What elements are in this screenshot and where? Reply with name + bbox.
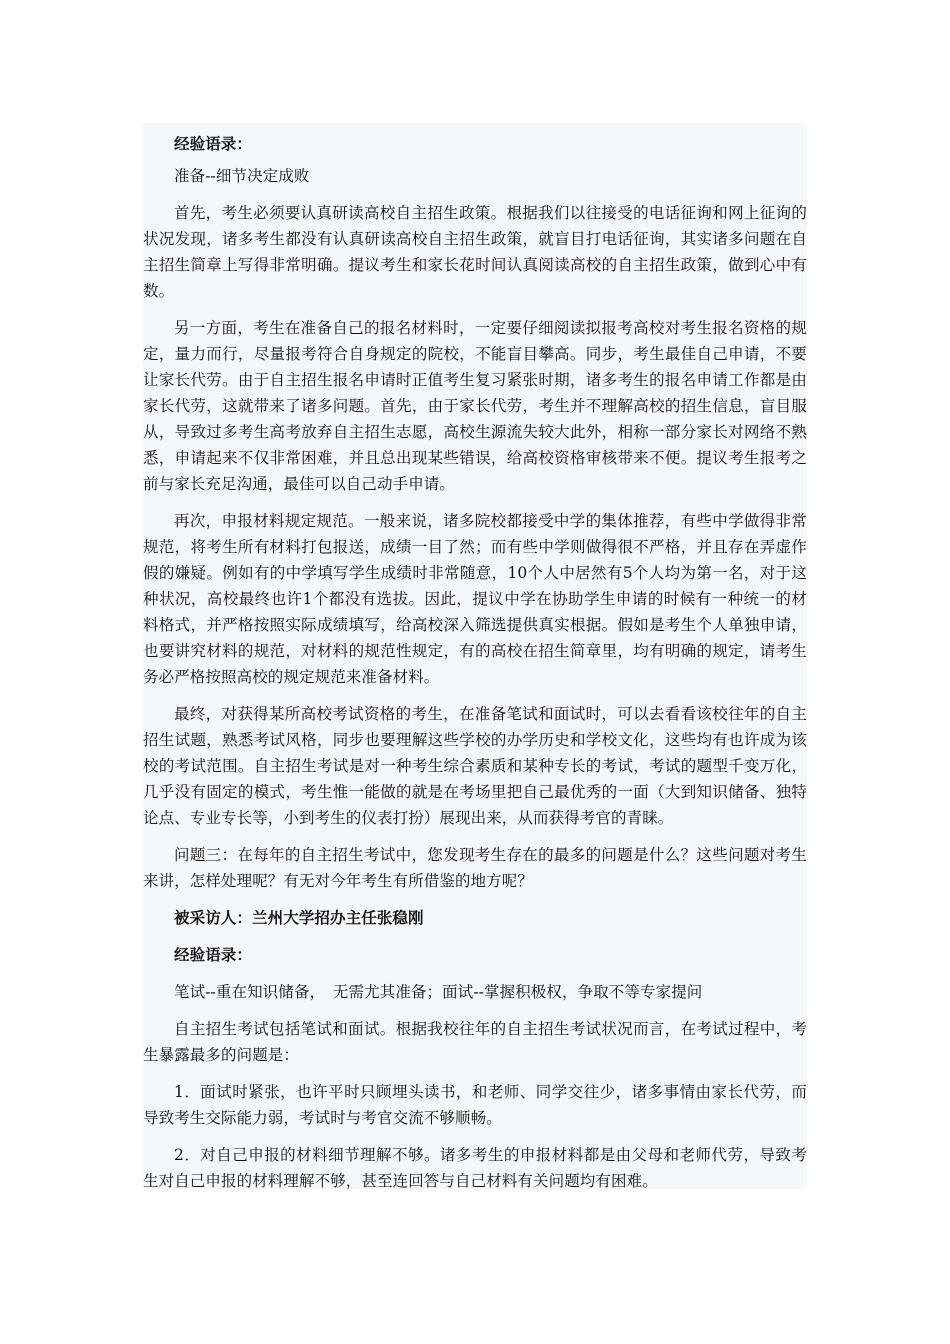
section-heading: 经验语录： — [174, 134, 253, 153]
paragraph: 再次，申报材料规定规范。一般来说，诸多院校都接受中学的集体推荐，有些中学做得非常规范，将考生所有材料打包报送，成绩一目了然；而有些中学则做得很不严格，并且存在弄虚作假的嫌疑。例如有的中学填写学生成绩时非常随意，10个人中居然有5个人均为第一名，对于这种状况，高校最终也许1个都没有选拔。因此，提议中学在协助学生申请的时候有一种统一的材料格式，并严格按照实际成绩填写，给高校深入筛选提供真实根据。假如是考生个人单独申请，也要讲究材料的规范，对材料的规范性规定，有的高校在招生简章里，均有明确的规定，请考生务必严格按照高校的规定规范来准备材料。 — [143, 512, 807, 686]
interviewee-line: 被采访人：兰州大学招办主任张稳刚 — [174, 908, 424, 927]
paragraph: 首先，考生必须要认真研读高校自主招生政策。根据我们以往接受的电话征询和网上征询的状况发现，诸多考生都没有认真研读高校自主招生政策，就盲目打电话征询，其实诸多问题在自主招生简章上写得非常明确。提议考生和家长花时间认真阅读高校的自主招生政策，做到心中有数。 — [143, 204, 807, 300]
document-content — [143, 123, 807, 1194]
paragraph: 自主招生考试包括笔试和面试。根据我校往年的自主招生考试状况而言，在考试过程中，考生暴露最多的问题是： — [143, 1020, 807, 1064]
list-item: 1．面试时紧张，也许平时只顾埋头读书，和老师、同学交往少，诸多事情由家长代劳，而导致考生交际能力弱，考试时与考官交流不够顺畅。 — [143, 1083, 807, 1127]
paragraph: 另一方面，考生在准备自己的报名材料时，一定要仔细阅读拟报考高校对考生报名资格的规定，量力而行，尽量报考符合自身规定的院校，不能盲目攀高。同步，考生最佳自己申请，不要让家长代劳。由于自主招生报名申请时正值考生复习紧张时期，诸多考生的报名申请工作都是由家长代劳，这就带来了诸多问题。首先，由于家长代劳，考生并不理解高校的招生信息，盲目服从，导致过多考生高考放弃自主招生志愿，高校生源流失较大此外，相称一部分家长对网络不熟悉，申请起来不仅非常困难，并且总出现某些错误，给高校资格审核带来不便。提议考生报考之前与家长充足沟通，最佳可以自己动手申请。 — [143, 319, 807, 493]
document-page — [143, 123, 807, 1189]
section-subtitle: 笔试--重在知识储备， 无需尤其准备；面试--掌握积极权，争取不等专家提问 — [174, 983, 703, 1001]
section-subtitle: 准备--细节决定成败 — [174, 167, 310, 185]
section-heading: 经验语录： — [174, 945, 253, 964]
question-paragraph: 问题三：在每年的自主招生考试中，您发现考生存在的最多的问题是什么？这些问题对考生来讲，怎样处理呢？有无对今年考生有所借鉴的地方呢？ — [143, 846, 807, 890]
paragraph: 最终，对获得某所高校考试资格的考生，在准备笔试和面试时，可以去看看该校往年的自主招生试题，熟悉考试风格，同步也要理解这些学校的办学历史和学校文化，这些均有也许成为该校的考试范围。自主招生考试是对一种考生综合素质和某种专长的考试，考试的题型千变万化，几乎没有固定的模式，考生惟一能做的就是在考场里把自己最优秀的一面（大到知识储备、独特论点、专业专长等，小到考生的仪表打扮）展现出来，从而获得考官的青睐。 — [143, 705, 807, 827]
list-item: 2．对自己申报的材料细节理解不够。诸多考生的申报材料都是由父母和老师代劳，导致考生对自己申报的材料理解不够，甚至连回答与自己材料有关问题均有困难。 — [143, 1146, 807, 1190]
